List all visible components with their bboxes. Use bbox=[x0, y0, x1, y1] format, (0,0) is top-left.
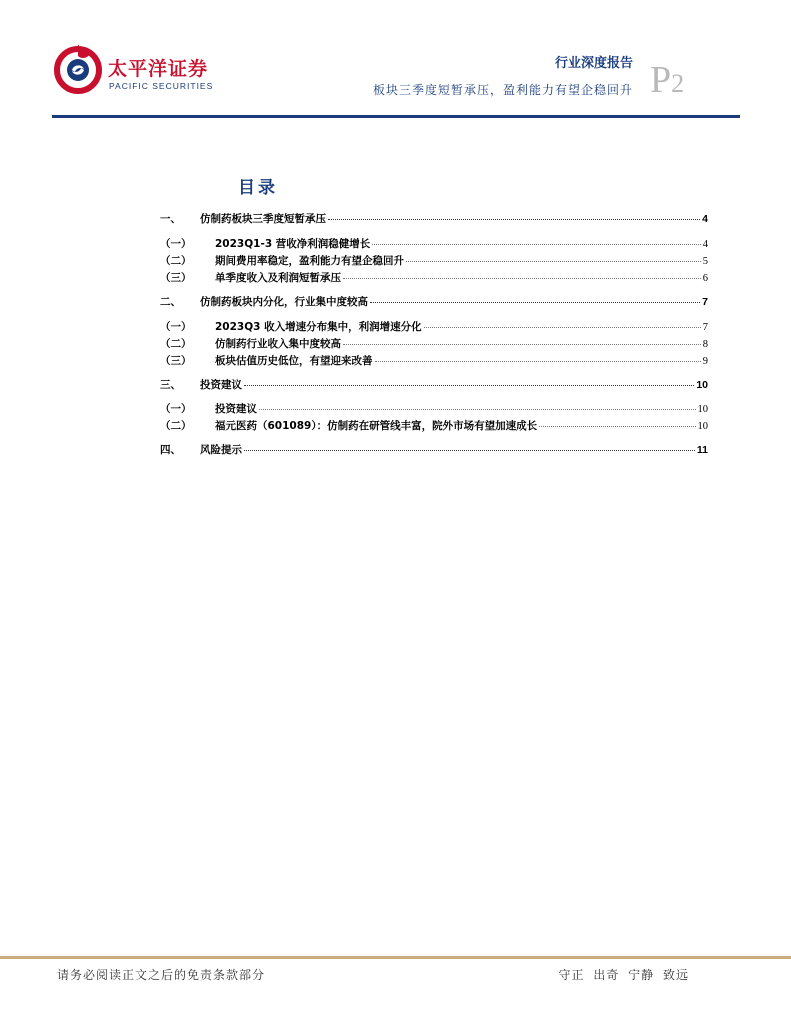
toc-entry-page: 4 bbox=[702, 239, 708, 250]
toc-entry-3[interactable] bbox=[160, 377, 708, 392]
toc-entry-text: 投资建议 bbox=[200, 379, 242, 391]
toc-entry-text: 风险提示 bbox=[200, 444, 242, 456]
toc-entry-page: 10 bbox=[696, 379, 708, 391]
report-type: 行业深度报告 bbox=[554, 56, 633, 71]
toc-entry-text: 福元医药（601089）：仿制药在研管线丰富，院外市场有望加速成长 bbox=[215, 420, 538, 432]
toc-entry-1-2[interactable] bbox=[160, 253, 708, 269]
toc-entry-number: （一） bbox=[160, 238, 192, 250]
page-digit: 2 bbox=[671, 69, 685, 98]
toc-entry-2-1[interactable] bbox=[160, 319, 708, 335]
toc-entry-number: （一） bbox=[160, 403, 192, 415]
toc-entry-number: （二） bbox=[160, 420, 192, 432]
toc-entry-page: 11 bbox=[696, 444, 708, 456]
toc-entry-number: 二、 bbox=[160, 296, 181, 308]
toc-entry-page: 6 bbox=[702, 273, 708, 284]
toc-entry-2[interactable] bbox=[160, 294, 708, 309]
toc-entry-number: （三） bbox=[160, 272, 192, 284]
toc-leader-dots bbox=[343, 268, 701, 279]
toc-entry-text: 2023Q3 收入增速分布集中，利润增速分化 bbox=[215, 321, 422, 333]
toc-entry-4[interactable] bbox=[160, 442, 708, 457]
toc-entry-page: 5 bbox=[702, 256, 708, 267]
toc-entry-2-2[interactable] bbox=[160, 336, 708, 352]
toc-entry-number: （三） bbox=[160, 355, 192, 367]
toc-entry-text: 板块估值历史低位，有望迎来改善 bbox=[215, 355, 373, 367]
toc-entry-page: 8 bbox=[702, 339, 708, 350]
footer-disclaimer: 请务必阅读正文之后的免责条款部分 bbox=[57, 968, 266, 982]
toc-entry-number: （一） bbox=[160, 321, 192, 333]
toc-entry-text: 2023Q1-3 营收净利润稳健增长 bbox=[215, 238, 371, 250]
toc-leader-dots bbox=[406, 251, 701, 262]
page-number bbox=[650, 60, 684, 104]
toc-entry-text: 仿制药行业收入集中度较高 bbox=[215, 338, 341, 350]
toc-entry-page: 4 bbox=[702, 213, 708, 225]
toc-leader-dots bbox=[424, 317, 701, 328]
toc-entry-1-3[interactable] bbox=[160, 270, 708, 286]
toc-entry-page: 7 bbox=[702, 322, 708, 333]
toc-entry-page: 10 bbox=[697, 404, 708, 415]
toc-entry-number: （二） bbox=[160, 255, 192, 267]
brand-name-en: PACIFIC SECURITIES bbox=[109, 81, 214, 91]
header-divider bbox=[52, 115, 740, 118]
toc-entry-1-1[interactable] bbox=[160, 236, 708, 252]
toc-entry-text: 期间费用率稳定，盈利能力有望企稳回升 bbox=[215, 255, 404, 267]
toc-leader-dots bbox=[370, 292, 700, 303]
report-subtitle: 板块三季度短暂承压，盈利能力有望企稳回升 bbox=[372, 83, 633, 97]
toc-entry-text: 投资建议 bbox=[215, 403, 257, 415]
toc-entry-text: 仿制药板块内分化，行业集中度较高 bbox=[200, 296, 368, 308]
footer-motto: 守正 出奇 宁静 致远 bbox=[558, 968, 689, 982]
toc-entry-number: 三、 bbox=[160, 379, 181, 391]
toc-entry-3-2[interactable] bbox=[160, 418, 708, 434]
toc-entry-page: 10 bbox=[697, 421, 708, 432]
footer-divider bbox=[0, 956, 791, 959]
toc-leader-dots bbox=[539, 416, 695, 427]
toc-entry-page: 7 bbox=[702, 296, 708, 308]
toc-title: 目录 bbox=[238, 178, 278, 198]
toc-entry-2-3[interactable] bbox=[160, 353, 708, 369]
toc-entry-1[interactable] bbox=[160, 211, 708, 226]
toc-leader-dots bbox=[375, 351, 701, 362]
toc-leader-dots bbox=[244, 440, 695, 451]
toc-leader-dots bbox=[372, 234, 700, 245]
toc-entry-text: 单季度收入及利润短暂承压 bbox=[215, 272, 341, 284]
toc-entry-number: 一、 bbox=[160, 213, 181, 225]
toc-entry-3-1[interactable] bbox=[160, 401, 708, 417]
toc-leader-dots bbox=[343, 334, 701, 345]
pacific-securities-logo-icon bbox=[52, 42, 104, 94]
toc-entry-number: 四、 bbox=[160, 444, 181, 456]
toc-entry-text: 仿制药板块三季度短暂承压 bbox=[200, 213, 326, 225]
toc-entry-number: （二） bbox=[160, 338, 192, 350]
page-letter: P bbox=[650, 59, 672, 101]
toc-leader-dots bbox=[244, 375, 694, 386]
toc-leader-dots bbox=[328, 209, 700, 220]
toc-leader-dots bbox=[259, 399, 696, 410]
toc-entry-page: 9 bbox=[702, 356, 708, 367]
brand-name-cn: 太平洋证券 bbox=[108, 58, 209, 80]
